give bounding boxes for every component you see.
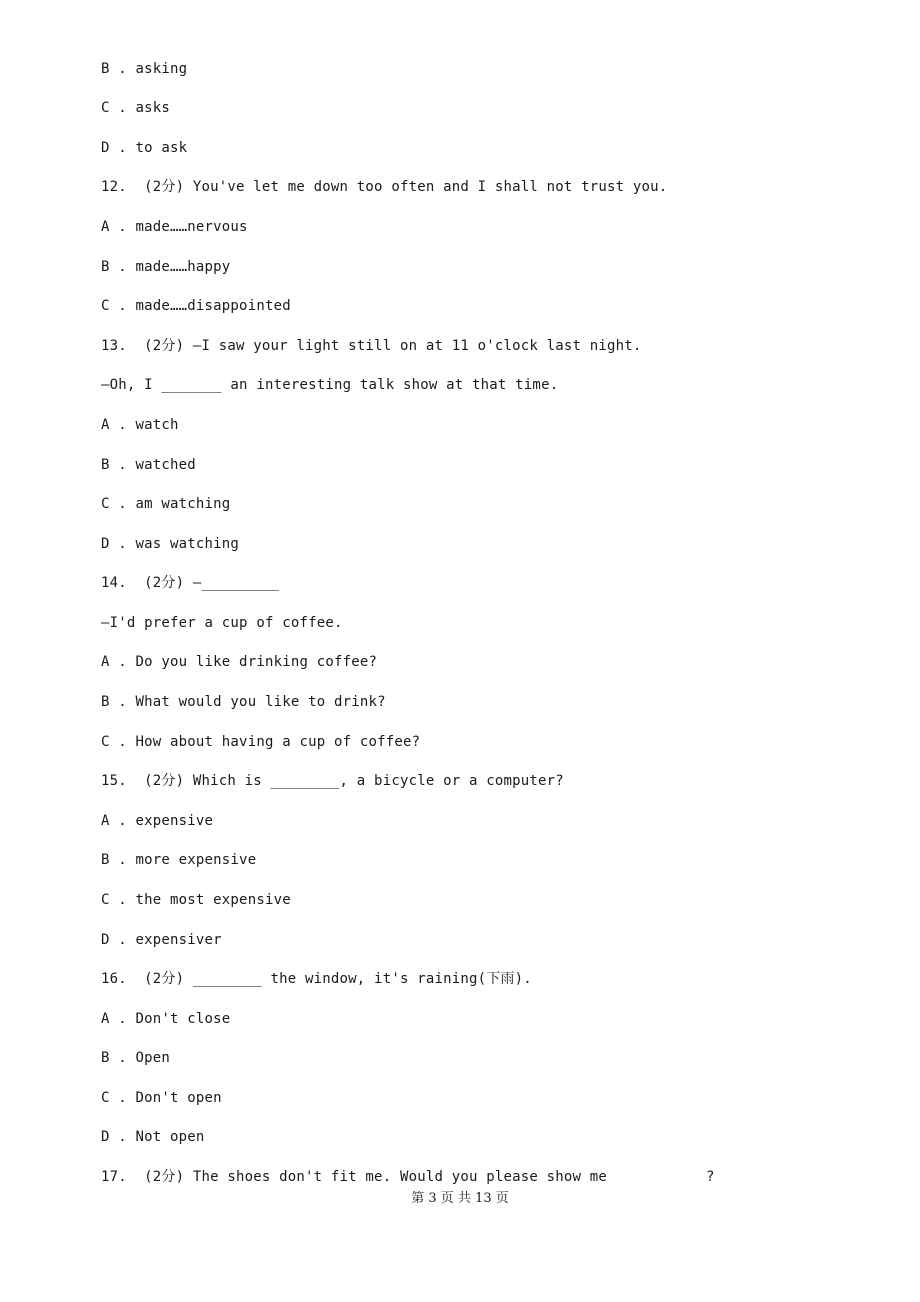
option-15-d: D . expensiver — [101, 932, 222, 948]
option-12-a: A . made……nervous — [101, 219, 248, 235]
option-15-a: A . expensive — [101, 813, 214, 829]
question-15: 15. (2分) Which is ________, a bicycle or a computer? — [101, 773, 564, 789]
question-17: 17. (2分) The shoes don't fit me. Would you please show me — [101, 1169, 608, 1185]
question-14: 14. (2分) —_________ — [101, 575, 280, 591]
option-13-b: B . watched — [101, 457, 196, 473]
option-16-a: A . Don't close — [101, 1011, 231, 1027]
option-14-a: A . Do you like drinking coffee? — [101, 654, 378, 670]
option-16-d: D . Not open — [101, 1129, 205, 1145]
option-13-c: C . am watching — [101, 496, 231, 512]
page-footer: 第 3 页 共 13 页 — [411, 1191, 509, 1206]
question-17-question-mark: ? — [706, 1169, 715, 1185]
question-13: 13. (2分) —I saw your light still on at 11 o'clock last night. — [101, 338, 642, 354]
option-14-c: C . How about having a cup of coffee? — [101, 734, 421, 750]
option-12-b: B . made……happy — [101, 259, 231, 275]
question-16: 16. (2分) ________ the window, it's raining(下雨). — [101, 971, 532, 987]
option-16-c: C . Don't open — [101, 1090, 222, 1106]
option-12-c: C . made……disappointed — [101, 298, 291, 314]
question-12: 12. (2分) You've let me down too often and I shall not trust you. — [101, 179, 668, 195]
option-13-d: D . was watching — [101, 536, 240, 552]
option-15-c: C . the most expensive — [101, 892, 291, 908]
option-13-a: A . watch — [101, 417, 179, 433]
option-14-b: B . What would you like to drink? — [101, 694, 386, 710]
question-14-dialogue: —I'd prefer a cup of coffee. — [101, 615, 343, 631]
option-11-c: C . asks — [101, 100, 171, 116]
option-11-d: D . to ask — [101, 140, 188, 156]
option-15-b: B . more expensive — [101, 852, 257, 868]
option-16-b: B . Open — [101, 1050, 171, 1066]
question-13-dialogue: —Oh, I _______ an interesting talk show at that time. — [101, 377, 559, 393]
option-11-b: B . asking — [101, 61, 188, 77]
